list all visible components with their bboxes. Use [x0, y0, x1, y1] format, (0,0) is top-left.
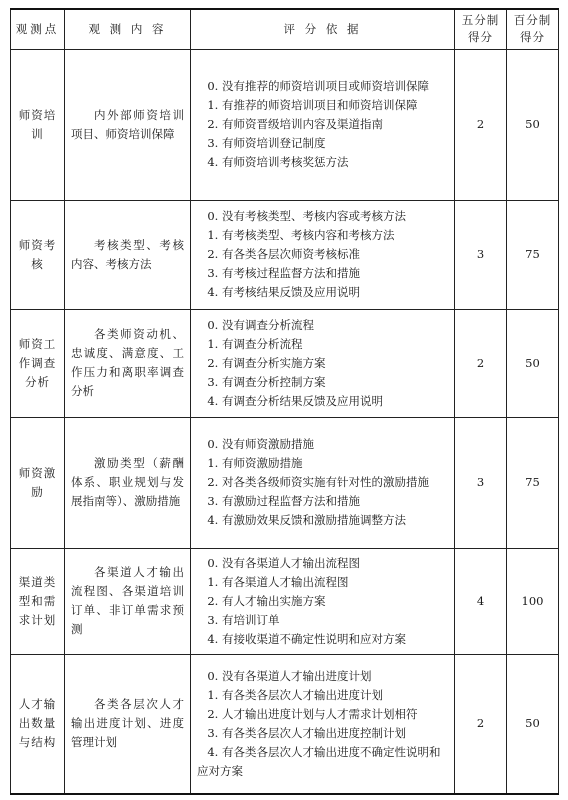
criterion-item: 4. 有各类各层次人才输出进度不确定性说明和应对方案 — [197, 744, 441, 778]
scoring-criteria — [191, 309, 455, 417]
observation-content: 各类各层次人才输出进度计划、进度管理计划 — [65, 654, 191, 794]
hundred-point-score: 50 — [507, 654, 559, 794]
criterion-item: 0. 没有考核类型、考核内容或考核方法 — [207, 209, 406, 223]
criterion-item: 2. 对各类各级师资实施有针对性的激励措施 — [207, 475, 429, 489]
criterion-item: 0. 没有各渠道人才输出进度计划 — [207, 668, 372, 683]
header-hundred-point-score: 百分制得分 — [507, 9, 559, 49]
scoring-criteria — [191, 49, 455, 200]
criterion-item: 3. 有考核过程监督方法和措施 — [207, 266, 360, 280]
header-point: 观测点 — [11, 9, 65, 49]
criterion-item: 0. 没有推荐的师资培训项目或师资培训保障 — [207, 79, 429, 93]
criterion-item: 1. 有师资激励措施 — [207, 456, 303, 470]
scoring-criteria — [191, 200, 455, 309]
five-point-score: 4 — [455, 548, 507, 654]
five-point-score: 2 — [455, 49, 507, 200]
criterion-item: 1. 有考核类型、考核内容和考核方法 — [207, 228, 395, 242]
criterion-item: 3. 有激励过程监督方法和措施 — [207, 494, 360, 508]
criterion-item: 4. 有接收渠道不确定性说明和应对方案 — [207, 631, 406, 646]
criterion-item: 4. 有考核结果反馈及应用说明 — [207, 285, 360, 299]
five-point-score: 2 — [455, 309, 507, 417]
five-point-score: 2 — [455, 654, 507, 794]
observation-content: 激励类型（薪酬体系、职业规划与发展指南等）、激励措施 — [65, 417, 191, 548]
criterion-item: 3. 有师资培训登记制度 — [207, 136, 326, 150]
observation-point: 渠道类型和需求计划 — [11, 548, 65, 654]
criterion-item: 3. 有调查分析控制方案 — [207, 374, 326, 389]
criterion-item: 2. 有人才输出实施方案 — [207, 593, 326, 608]
observation-point: 师资培训 — [11, 49, 65, 200]
table-row — [11, 309, 559, 417]
hundred-point-score: 75 — [507, 417, 559, 548]
criterion-item: 2. 有师资晋级培训内容及渠道指南 — [207, 117, 383, 131]
table-row — [11, 654, 559, 794]
criterion-item: 0. 没有师资激励措施 — [207, 437, 314, 451]
observation-point: 师资激励 — [11, 417, 65, 548]
criterion-item: 4. 有激励效果反馈和激励措施调整方法 — [207, 513, 406, 527]
criterion-item: 2. 有调查分析实施方案 — [207, 355, 326, 370]
observation-point: 师资考核 — [11, 200, 65, 309]
observation-content: 各渠道人才输出流程图、各渠道培训订单、非订单需求预测 — [65, 548, 191, 654]
hundred-point-score: 50 — [507, 49, 559, 200]
observation-content: 内外部师资培训项目、师资培训保障 — [65, 49, 191, 200]
criterion-item: 1. 有调查分析流程 — [207, 336, 303, 351]
header-five-point-score: 五分制得分 — [455, 9, 507, 49]
scoring-criteria — [191, 654, 455, 794]
evaluation-table-container — [10, 8, 558, 795]
table-row — [11, 548, 559, 654]
observation-content: 考核类型、考核内容、考核方法 — [65, 200, 191, 309]
table-body — [11, 49, 559, 794]
table-row — [11, 200, 559, 309]
criterion-item: 2. 人才输出进度计划与人才需求计划相符 — [207, 706, 418, 721]
criterion-item: 1. 有各渠道人才输出流程图 — [207, 574, 349, 589]
criterion-item: 1. 有推荐的师资培训项目和师资培训保障 — [207, 98, 418, 112]
criterion-item: 0. 没有调查分析流程 — [207, 317, 314, 332]
criterion-item: 4. 有师资培训考核奖惩方法 — [207, 155, 349, 169]
criterion-item: 2. 有各类各层次师资考核标准 — [207, 247, 360, 261]
five-point-score: 3 — [455, 200, 507, 309]
scoring-criteria — [191, 548, 455, 654]
criterion-item: 4. 有调查分析结果反馈及应用说明 — [207, 393, 383, 408]
hundred-point-score: 100 — [507, 548, 559, 654]
observation-content: 各类师资动机、忠诚度、满意度、工作压力和离职率调查分析 — [65, 309, 191, 417]
header-basis: 评 分 依 据 — [191, 9, 455, 49]
criterion-item: 1. 有各类各层次人才输出进度计划 — [207, 687, 383, 702]
observation-point: 人才输出数量与结构 — [11, 654, 65, 794]
table-row — [11, 49, 559, 200]
scoring-criteria — [191, 417, 455, 548]
criterion-item: 0. 没有各渠道人才输出流程图 — [207, 555, 360, 570]
evaluation-table — [10, 8, 559, 795]
hundred-point-score: 75 — [507, 200, 559, 309]
five-point-score: 3 — [455, 417, 507, 548]
table-row — [11, 417, 559, 548]
criterion-item: 3. 有培训订单 — [207, 612, 280, 627]
criterion-item: 3. 有各类各层次人才输出进度控制计划 — [207, 725, 406, 740]
observation-point: 师资工作调查分析 — [11, 309, 65, 417]
header-content: 观 测 内 容 — [65, 9, 191, 49]
hundred-point-score: 50 — [507, 309, 559, 417]
table-header-row — [11, 9, 559, 49]
